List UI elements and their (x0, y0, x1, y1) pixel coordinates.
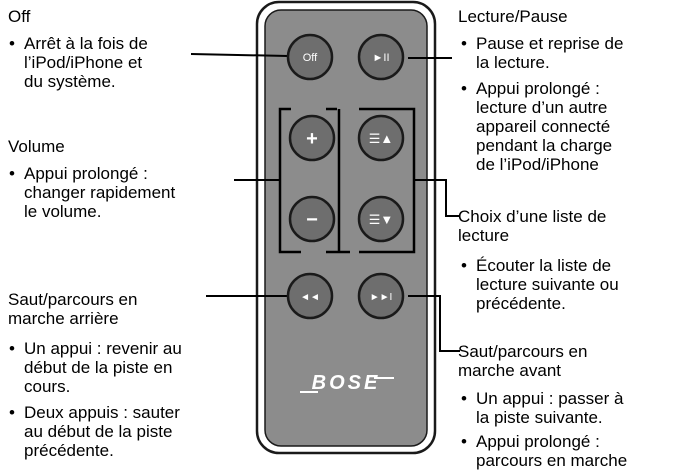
volume-up-button[interactable] (290, 116, 334, 160)
plus-icon: + (306, 128, 318, 150)
skip-forward-button[interactable] (359, 274, 403, 318)
playlist-down-icon: ☰▼ (368, 212, 394, 227)
volume-bullet-1: • Appui prolongé : changer rapidement le volume. (24, 164, 175, 221)
bose-logo: BOSE (311, 372, 381, 394)
off-button-label: Off (302, 52, 318, 64)
skip-back-title: Saut/parcours en marche arrière (8, 290, 138, 328)
play-title: Lecture/Pause (458, 7, 568, 26)
skip-forward-icon: ►►I (369, 292, 393, 303)
off-bullet-1: • Arrêt à la fois de l’iPod/iPhone et du système. (24, 34, 148, 91)
skip-back-button[interactable] (288, 274, 332, 318)
skip-back-bullet-1: • Un appui : revenir au début de la piste en cours. (24, 339, 182, 396)
skip-fwd-title: Saut/parcours en marche avant (458, 342, 588, 380)
volume-down-button[interactable] (290, 197, 334, 241)
play-pause-icon: ►II (372, 52, 390, 64)
skip-back-icon: ◄◄ (300, 292, 320, 303)
skip-back-bullet-2: • Deux appuis : sauter au début de la piste précédente. (24, 403, 180, 460)
minus-icon: − (306, 209, 318, 231)
play-bullet-2: • Appui prolongé : lecture d’un autre appareil connecté pendant la charge de l’iPod/iPhone (476, 79, 612, 174)
playlist-down-button[interactable] (359, 197, 403, 241)
play-bullet-1: • Pause et reprise de la lecture. (476, 34, 623, 72)
play-pause-button[interactable] (359, 35, 403, 79)
playlist-up-icon: ☰▲ (368, 131, 394, 146)
playlist-up-button[interactable] (359, 116, 403, 160)
off-button[interactable] (288, 35, 332, 79)
volume-title: Volume (8, 137, 65, 156)
playlist-bullet-1: • Écouter la liste de lecture suivante ou précédente. (476, 256, 619, 313)
skip-fwd-bullet-1: • Un appui : passer à la piste suivante. (476, 389, 623, 427)
skip-fwd-bullet-2: • Appui prolongé : parcours en marche (476, 432, 627, 470)
playlist-title: Choix d’une liste de lecture (458, 207, 607, 245)
off-title: Off (8, 7, 31, 26)
